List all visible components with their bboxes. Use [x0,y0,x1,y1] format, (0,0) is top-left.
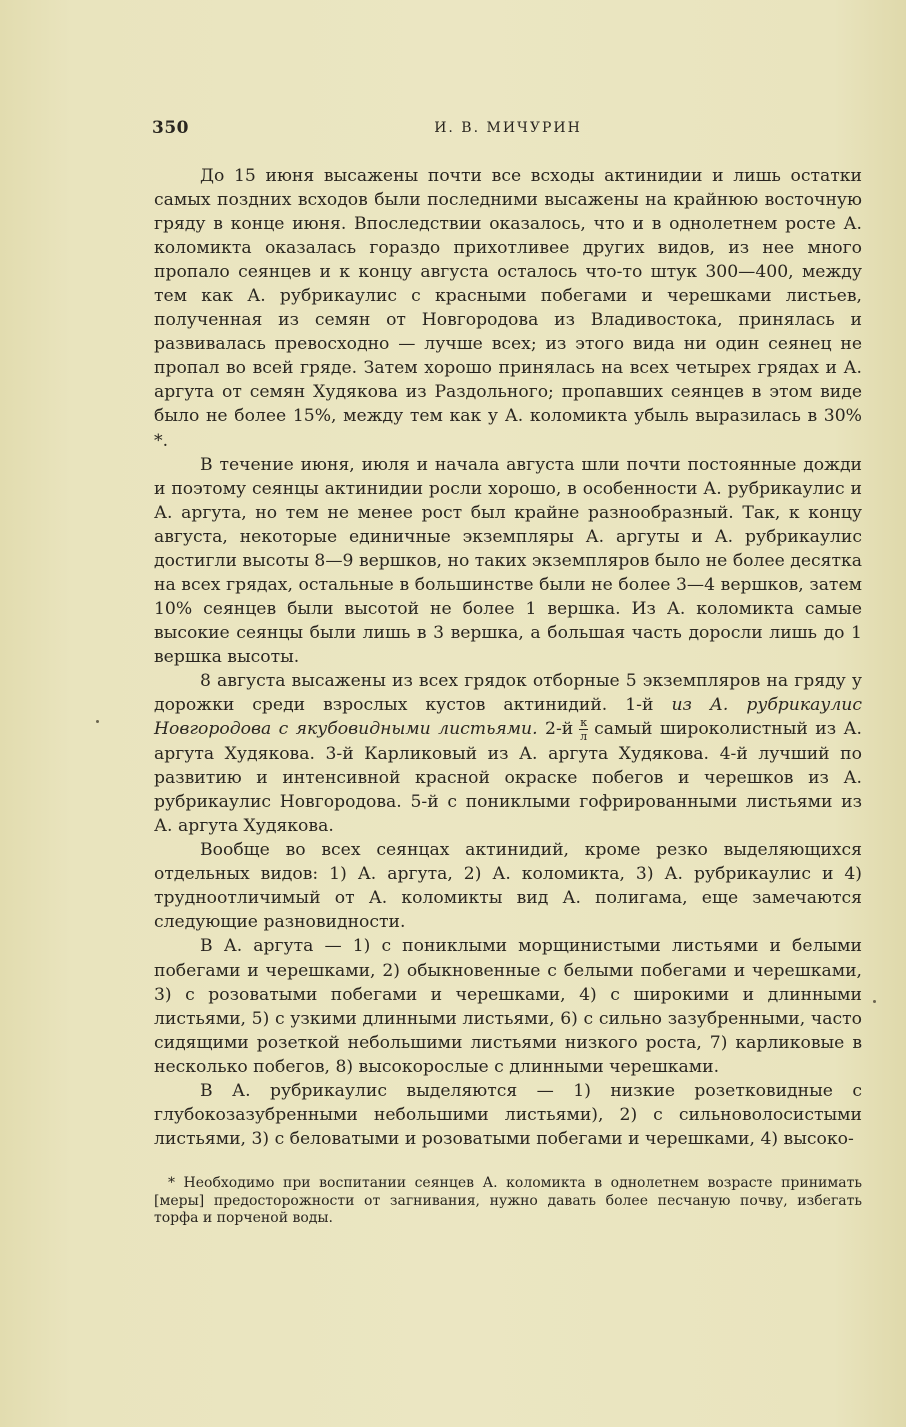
running-head: И. В. МИЧУРИН [434,120,582,136]
page-number: 350 [152,118,189,138]
paragraph-3-start: 8 августа высажены из всех грядок отборные 5 экземпляров на гряду у дорожки среди взрослых кустов актинидий. 1-й [154,670,862,716]
paragraph-3 [154,669,862,838]
fraction-denominator: л [580,730,588,744]
page-header [152,118,864,142]
paragraph-6: В А. рубрикаулис выделяются — 1) низкие розетковидные с глубокозазубренными небольшими листьями), 2) с сильноволосистыми листьями, 3) с беловатыми и розоватыми побегами и черешками, 4) высоко- [154,1080,862,1149]
footnote: * Необходимо при воспитании сеянцев А. коломикта в однолетнем возрасте принимать [меры] предосторожности от загнивания, нужно давать более песчаную почву, избегать торфа и порченой воды. [154,1175,862,1226]
paper-speck [96,720,99,723]
paragraph-3-italic: из А. рубрикаулис Новгородова с якубовидными листьями. [154,695,862,740]
fraction [579,717,588,742]
paragraph-1: До 15 июня высажены почти все всходы актинидии и лишь остатки самых поздних всходов были последними высажены на крайнюю восточную гряду в конце июня. Впоследствии оказалось, что и в однолетнем росте А. коломикта оказалась гораздо прихотливее других видов, из нее много пропало сеянцев и к концу августа осталось что-то штук 300—400, между тем как А. рубрикаулис с красными побегами и черешками листьев, полученная из семян от Новгородова из Владивостока, принялась и развивалась превосходно — лучше всех; из этого вида ни один сеянец не пропал во всей гряде. Затем хорошо принялась на всех четырех грядах и А. аргута от семян Худякова из Раздольного; пропавших сеянцев в этом виде было не более 15%, между тем как у А. коломикта убыль выразилась в 30% *. [154,166,862,451]
paper-speck [873,1000,876,1003]
paragraph-4: Вообще во всех сеянцах актинидий, кроме резко выделяющихся отдельных видов: 1) А. аргута, 2) А. коломикта, 3) А. рубрикаулис и 4) трудноотличимый от А. коломикты вид А. полигама, еще замечаются следующие разновидности. [154,840,862,933]
fraction-numerator: к [580,716,588,730]
main-text [154,164,862,1151]
paragraph-5: В А. аргута — 1) с пониклыми морщинистыми листьями и белыми побегами и черешками, 2) обыкновенные с белыми побегами и черешками, 3) с розоватыми побегами и черешками, 4) с широкими и длинными листьями, 5) с узкими длинными листьями, 6) с сильно зазубренными, часто сидящими розеткой небольшими листьями низкого роста, 7) карликовые в несколько побегов, 8) высокорослые с длинными черешками. [154,936,862,1077]
paragraph-3-end: самый широколистный из А. аргута Худякова. 3-й Карликовый из А. аргута Худякова. 4-й лучший по развитию и интенсивной красной окраске побегов и черешков из А. рубрикаулис Новгородова. 5-й с пониклыми гофрированными листьями из А. аргута Худякова. [154,719,862,837]
paragraph-2: В течение июня, июля и начала августа шли почти постоянные дожди и поэтому сеянцы актинидии росли хорошо, в особенности А. рубрикаулис и А. аргута, но тем не менее рост был крайне разнообразный. Так, к концу августа, некоторые единичные экземпляры А. аргуты и А. рубрикаулис достигли высоты 8—9 вершков, но таких экземпляров было не более десятка на всех грядах, остальные в большинстве были не более 3—4 вершков, затем 10% сеянцев были высотой не более 1 вершка. Из А. коломикта самые высокие сеянцы были лишь в 3 вершка, а большая часть доросли лишь до 1 вершка высоты. [154,454,862,667]
paragraph-3-mid: 2-й [537,719,574,740]
